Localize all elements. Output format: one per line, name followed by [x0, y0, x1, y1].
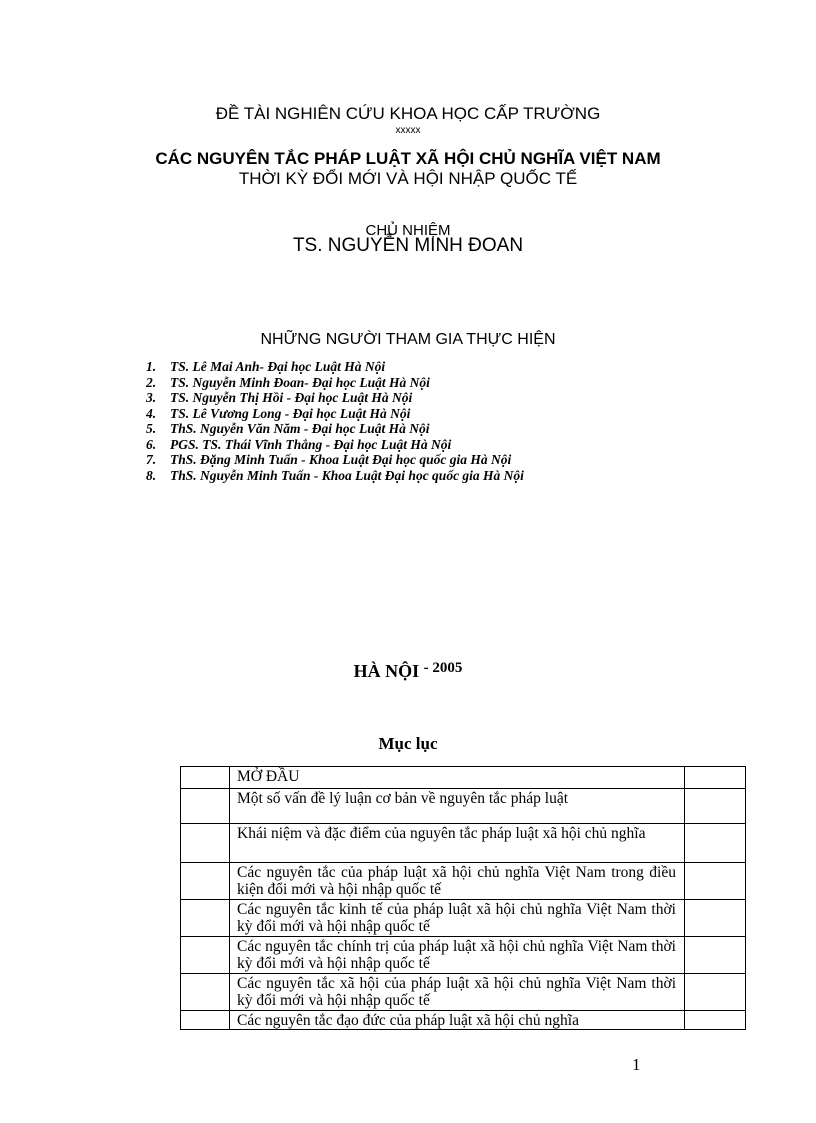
place-name: HÀ NỘI — [353, 661, 420, 681]
participant-item: 1. TS. Lê Mai Anh- Đại học Luật Hà Nội — [146, 359, 386, 374]
toc-row — [181, 824, 746, 863]
toc-entry: Các nguyên tắc kinh tế của pháp luật xã hội chủ nghĩa Việt Nam thời kỳ đổi mới và hội nhập quốc tế — [230, 900, 685, 937]
toc-row — [181, 789, 746, 824]
toc-row — [181, 1011, 746, 1030]
page-number: 1 — [632, 1055, 641, 1074]
toc-row — [181, 900, 746, 937]
participant-item: 4. TS. Lê Vương Long - Đại học Luật Hà Nội — [146, 405, 411, 421]
toc-entry: Các nguyên tắc của pháp luật xã hội chủ nghĩa Việt Nam trong điều kiện đổi mới và hội nhập quốc tế — [230, 863, 685, 900]
title-line-1: CÁC NGUYÊN TẮC PHÁP LUẬT XÃ HỘI CHỦ NGHĨA VIỆT NAM — [155, 149, 661, 168]
participant-item: 6. PGS. TS. Thái Vĩnh Thắng - Đại học Luật Hà Nội — [146, 436, 452, 452]
toc-row — [181, 767, 746, 789]
year: - 2005 — [423, 660, 463, 676]
toc-row — [181, 974, 746, 1011]
separator-stars: xxxxx — [395, 125, 421, 136]
participant-item: 2. TS. Nguyễn Minh Đoan- Đại học Luật Hà Nội — [146, 374, 430, 390]
toc-entry: Khái niệm và đặc điểm của nguyên tắc pháp luật xã hội chủ nghĩa — [230, 824, 685, 863]
participant-item: 7. ThS. Đặng Minh Tuấn - Khoa Luật Đại học quốc gia Hà Nội — [146, 452, 512, 467]
participants-list — [146, 359, 524, 483]
participant-item: 5. ThS. Nguyễn Văn Năm - Đại học Luật Hà Nội — [146, 421, 430, 436]
toc-entry: Một số vấn đề lý luận cơ bản về nguyên tắc pháp luật — [230, 789, 685, 824]
participant-item: 3. TS. Nguyễn Thị Hồi - Đại học Luật Hà Nội — [146, 390, 413, 405]
leader-label: CHỦ NHIỆM — [365, 222, 451, 239]
toc-entry: Các nguyên tắc đạo đức của pháp luật xã hội chủ nghĩa — [230, 1011, 685, 1030]
leader-name: TS. NGUYỄN MINH ĐOAN — [292, 235, 524, 256]
toc-title: Mục lục — [378, 734, 438, 753]
place-year — [0, 661, 816, 682]
participants-heading: NHỮNG NGƯỜI THAM GIA THỰC HIỆN — [260, 331, 556, 348]
toc-table — [180, 766, 746, 1030]
topic-heading: ĐỀ TÀI NGHIÊN CỨU KHOA HỌC CẤP TRƯỜNG — [215, 104, 601, 123]
toc-row — [181, 937, 746, 974]
participant-item: 8. ThS. Nguyễn Minh Tuấn - Khoa Luật Đại học quốc gia Hà Nội — [146, 467, 524, 483]
toc-entry: Các nguyên tắc xã hội của pháp luật xã hội chủ nghĩa Việt Nam thời kỳ đổi mới và hội nhập quốc tế — [230, 974, 685, 1011]
toc-entry: Các nguyên tắc chính trị của pháp luật xã hội chủ nghĩa Việt Nam thời kỳ đổi mới và hội nhập quốc tế — [230, 937, 685, 974]
toc-row — [181, 863, 746, 900]
toc-entry: MỞ ĐẦU — [230, 767, 685, 789]
title-line-2: THỜI KỲ ĐỔI MỚI VÀ HỘI NHẬP QUỐC TẾ — [238, 169, 578, 188]
